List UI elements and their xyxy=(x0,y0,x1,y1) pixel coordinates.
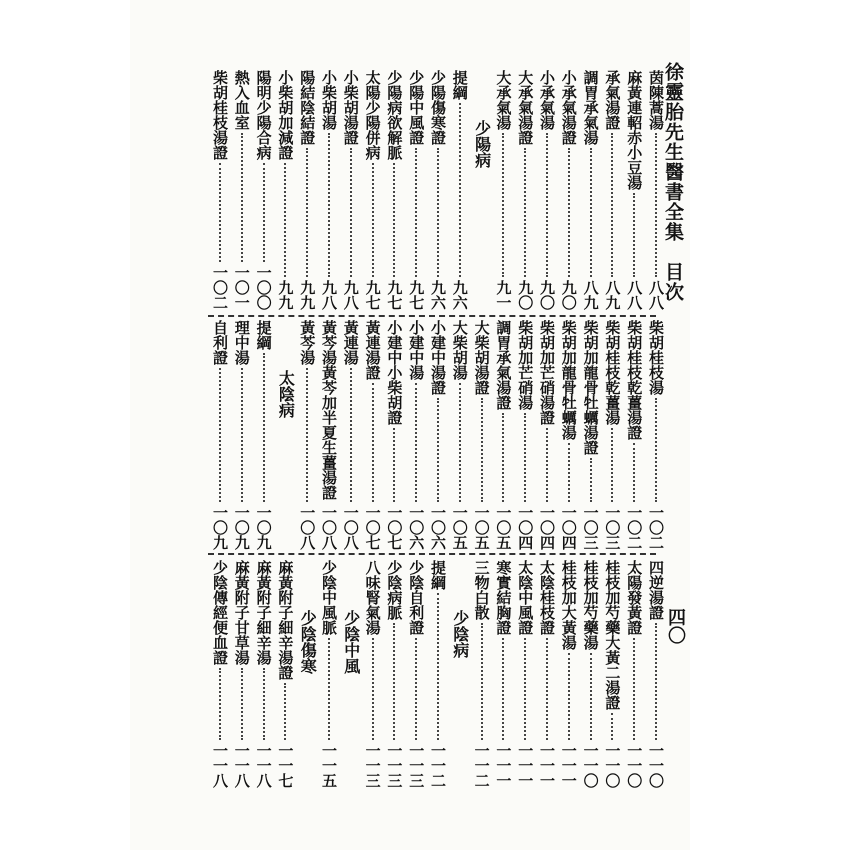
entry-title: 太陰中風證 xyxy=(516,560,535,635)
dot-leader xyxy=(241,133,246,262)
entry-title: 柴胡加芒硝湯證 xyxy=(538,320,556,425)
heading-title: 少陰傷寒 xyxy=(298,610,318,674)
dot-leader xyxy=(372,383,377,502)
dot-leader xyxy=(568,653,573,740)
entry-title: 麻黃附子甘草湯 xyxy=(232,560,251,665)
dot-leader xyxy=(655,623,660,740)
heading-title: 少陰病 xyxy=(450,610,470,658)
toc-entry xyxy=(321,320,338,550)
toc-entry xyxy=(648,70,665,310)
entry-title: 自利證 xyxy=(211,320,229,365)
dot-leader xyxy=(306,368,311,502)
entry-page-number: 九七 xyxy=(407,280,426,310)
entry-page-number: 一一一 xyxy=(538,743,556,788)
entry-title: 柴胡桂枝乾薑湯 xyxy=(603,320,622,425)
entry-title: 提綱 xyxy=(429,560,447,590)
entry-page-number: 一〇〇 xyxy=(254,265,273,310)
entry-page-number: 一〇一 xyxy=(232,265,251,310)
dot-leader xyxy=(372,638,377,740)
entry-page-number: 一〇六 xyxy=(429,505,447,550)
entry-title: 黃連湯證 xyxy=(363,320,382,380)
toc-entry xyxy=(539,320,556,550)
entry-title: 茵陳蒿湯 xyxy=(647,70,665,130)
entry-page-number: 一〇七 xyxy=(385,505,404,550)
entry-title: 麻黃附子細辛湯 xyxy=(254,560,273,665)
toc-entry xyxy=(648,320,665,550)
entry-page-number: 一一〇 xyxy=(625,743,644,788)
entry-title: 黃芩湯 xyxy=(298,320,317,365)
entry-page-number: 一〇五 xyxy=(450,505,469,550)
entry-title: 少陰自利證 xyxy=(407,560,426,635)
dot-leader xyxy=(524,413,529,502)
entry-page-number: 一一一 xyxy=(516,743,535,788)
toc-entry xyxy=(343,320,360,550)
toc-entry xyxy=(517,320,534,550)
entry-title: 調胃承氣湯證 xyxy=(494,320,513,410)
entry-page-number: 一一八 xyxy=(254,743,273,788)
entry-page-number: 一一七 xyxy=(276,743,295,788)
entry-page-number: 一〇七 xyxy=(363,505,382,550)
toc-entry xyxy=(626,320,643,550)
toc-entry xyxy=(386,320,403,550)
dot-leader xyxy=(546,133,551,277)
entry-page-number: 八八 xyxy=(625,280,644,310)
toc-entry xyxy=(277,70,294,310)
entry-page-number: 一一〇 xyxy=(581,743,600,788)
toc-entry xyxy=(583,320,600,550)
entry-title: 四逆湯證 xyxy=(647,560,665,620)
heading-title: 少陰中風 xyxy=(341,610,361,674)
toc-heading xyxy=(299,560,316,788)
entry-title: 大承氣湯 xyxy=(494,70,513,130)
entry-title: 柴胡加芒硝湯 xyxy=(516,320,535,410)
entry-page-number: 一一二 xyxy=(472,743,491,788)
entry-page-number: 一〇六 xyxy=(407,505,426,550)
toc-entry xyxy=(321,70,338,310)
dot-leader xyxy=(459,383,464,502)
toc-entry xyxy=(408,70,425,310)
toc-entry xyxy=(386,560,403,788)
dot-leader xyxy=(263,353,268,502)
dot-leader xyxy=(415,383,420,502)
dot-leader xyxy=(393,163,398,277)
entry-title: 小承氣湯證 xyxy=(559,70,578,145)
dot-leader xyxy=(393,428,398,502)
entry-title: 熱入血室 xyxy=(232,70,251,130)
dot-leader xyxy=(502,413,507,502)
toc-entry xyxy=(212,320,229,550)
toc-entry xyxy=(234,560,251,788)
toc-entry xyxy=(517,560,534,788)
entry-title: 寒實結胸證 xyxy=(494,560,513,635)
entry-page-number: 九一 xyxy=(494,280,513,310)
toc-entry xyxy=(408,560,425,788)
toc-entry xyxy=(561,320,578,550)
dot-leader xyxy=(263,163,268,262)
toc-entry xyxy=(212,560,229,788)
toc-entry xyxy=(495,560,512,788)
toc-entry xyxy=(408,320,425,550)
toc-entry xyxy=(539,560,556,788)
toc-entry xyxy=(583,560,600,788)
heading-title: 太陰病 xyxy=(276,370,296,418)
entry-page-number: 一〇五 xyxy=(472,505,491,550)
entry-title: 少陰病脈 xyxy=(385,560,404,620)
entry-title: 柴胡桂枝湯 xyxy=(647,320,665,395)
toc-entry xyxy=(474,560,491,788)
toc-entry xyxy=(604,560,621,788)
entry-page-number: 一〇四 xyxy=(538,505,556,550)
entry-page-number: 一一三 xyxy=(407,743,426,788)
dot-leader xyxy=(524,638,529,740)
entry-title: 柴胡桂枝湯證 xyxy=(211,70,229,160)
entry-title: 太陰桂枝證 xyxy=(538,560,556,635)
entry-page-number: 一一一 xyxy=(559,743,578,788)
dot-leader xyxy=(633,193,638,277)
entry-title: 大柴胡湯 xyxy=(450,320,469,380)
dot-leader xyxy=(437,593,442,740)
entry-page-number: 九七 xyxy=(363,280,382,310)
dot-leader xyxy=(611,428,616,502)
dot-leader xyxy=(481,623,486,740)
toc-entry xyxy=(583,70,600,310)
dot-leader xyxy=(502,638,507,740)
toc-entry xyxy=(321,560,338,788)
entry-title: 小建中湯證 xyxy=(429,320,447,395)
toc-entry xyxy=(539,70,556,310)
dot-leader xyxy=(219,368,224,502)
entry-page-number: 九〇 xyxy=(516,280,535,310)
toc-heading xyxy=(343,560,360,788)
toc-entry xyxy=(626,70,643,310)
entry-title: 小柴胡加減證 xyxy=(276,70,295,160)
entry-page-number: 一〇九 xyxy=(232,505,251,550)
entry-page-number: 一一〇 xyxy=(647,743,665,788)
entry-title: 太陽少陽併病 xyxy=(363,70,382,160)
entry-page-number: 一一八 xyxy=(211,743,229,788)
toc-entry xyxy=(648,560,665,788)
entry-title: 麻黃連軺赤小豆湯 xyxy=(625,70,644,190)
dot-leader xyxy=(306,148,311,277)
dot-leader xyxy=(546,428,551,502)
toc-entry xyxy=(495,320,512,550)
entry-page-number: 一〇四 xyxy=(516,505,535,550)
entry-title: 少陽中風證 xyxy=(407,70,426,145)
entry-title: 八味腎氣湯 xyxy=(363,560,382,635)
dot-leader xyxy=(241,668,246,740)
dot-leader xyxy=(350,368,355,502)
toc-entry xyxy=(430,560,447,788)
entry-page-number: 一〇八 xyxy=(320,505,338,550)
dot-leader xyxy=(481,398,486,502)
entry-page-number: 一一三 xyxy=(385,743,404,788)
toc-entry xyxy=(561,560,578,788)
dot-leader xyxy=(524,148,529,277)
dot-leader xyxy=(590,148,595,277)
toc-entry xyxy=(212,70,229,310)
dot-leader xyxy=(502,133,507,277)
dot-leader xyxy=(328,638,333,740)
toc-entry xyxy=(474,320,491,550)
entry-title: 桂枝加芍藥大黃二湯證 xyxy=(603,560,622,710)
entry-page-number: 八九 xyxy=(603,280,622,310)
toc-entry xyxy=(256,320,273,550)
entry-title: 陽結陰結證 xyxy=(298,70,317,145)
entry-page-number: 一〇二 xyxy=(211,265,229,310)
toc-entry xyxy=(604,70,621,310)
toc-entry xyxy=(256,560,273,788)
toc-entry xyxy=(495,70,512,310)
dot-leader xyxy=(546,638,551,740)
page-number: 四〇 xyxy=(665,608,686,644)
toc-entry xyxy=(234,70,251,310)
entry-page-number: 九六 xyxy=(450,280,469,310)
entry-title: 太陽發黃證 xyxy=(625,560,644,635)
entry-page-number: 一〇八 xyxy=(341,505,360,550)
entry-page-number: 一〇二 xyxy=(625,505,644,550)
entry-page-number: 一一一 xyxy=(494,743,513,788)
entry-page-number: 一〇四 xyxy=(559,505,578,550)
entry-page-number: 一一五 xyxy=(320,743,338,788)
entry-title: 柴胡加龍骨牡蠣湯證 xyxy=(581,320,600,455)
dot-leader xyxy=(611,133,616,277)
entry-title: 少陰傳經便血證 xyxy=(211,560,229,665)
entry-page-number: 一一〇 xyxy=(603,743,622,788)
dot-leader xyxy=(568,148,573,277)
dot-leader xyxy=(459,103,464,277)
entry-page-number: 九八 xyxy=(341,280,360,310)
entry-page-number: 八八 xyxy=(647,280,665,310)
entry-title: 調胃承氣湯 xyxy=(581,70,600,145)
entry-title: 承氣湯證 xyxy=(603,70,622,130)
entry-title: 麻黃附子細辛湯證 xyxy=(276,560,295,680)
entry-page-number: 一〇三 xyxy=(581,505,600,550)
dot-leader xyxy=(263,668,268,740)
toc-entry xyxy=(234,320,251,550)
toc-entry xyxy=(256,70,273,310)
toc-entry xyxy=(277,560,294,788)
entry-page-number: 一〇九 xyxy=(254,505,273,550)
dot-leader xyxy=(633,443,638,502)
entry-title: 小柴胡湯證 xyxy=(341,70,360,145)
dot-leader xyxy=(284,163,289,277)
dot-leader xyxy=(655,398,660,502)
dot-leader xyxy=(437,398,442,502)
dot-leader xyxy=(241,368,246,502)
dot-leader xyxy=(219,163,224,262)
toc-heading xyxy=(474,70,491,310)
entry-title: 大柴胡湯證 xyxy=(472,320,491,395)
entry-page-number: 九〇 xyxy=(559,280,578,310)
running-head: 徐靈胎先生醫書全集 目次 xyxy=(662,62,684,302)
entry-title: 柴胡加龍骨牡蠣湯 xyxy=(559,320,578,440)
dot-leader xyxy=(372,163,377,277)
toc-entry xyxy=(561,70,578,310)
entry-page-number: 一一八 xyxy=(232,743,251,788)
toc-section-middle xyxy=(0,320,850,550)
toc-section-bottom xyxy=(0,560,850,788)
entry-page-number: 一〇五 xyxy=(494,505,513,550)
dot-leader xyxy=(415,638,420,740)
toc-entry xyxy=(517,70,534,310)
entry-page-number: 一〇三 xyxy=(603,505,622,550)
section-divider xyxy=(208,553,656,555)
dot-leader xyxy=(219,668,224,740)
toc-entry xyxy=(452,70,469,310)
toc-entry xyxy=(299,70,316,310)
entry-title: 提綱 xyxy=(254,320,273,350)
entry-page-number: 九七 xyxy=(385,280,404,310)
toc-heading xyxy=(452,560,469,788)
entry-title: 黃連湯 xyxy=(341,320,360,365)
entry-title: 小建中湯 xyxy=(407,320,426,380)
entry-title: 三物白散 xyxy=(472,560,491,620)
dot-leader xyxy=(350,148,355,277)
entry-title: 少陰中風脈 xyxy=(320,560,338,635)
entry-title: 小柴胡湯 xyxy=(320,70,338,130)
dot-leader xyxy=(590,458,595,502)
dot-leader xyxy=(284,683,289,740)
toc-entry xyxy=(365,320,382,550)
entry-page-number: 一〇九 xyxy=(211,505,229,550)
toc-entry xyxy=(452,320,469,550)
toc-entry xyxy=(430,70,447,310)
dot-leader xyxy=(633,638,638,740)
dot-leader xyxy=(437,148,442,277)
toc-section-top xyxy=(0,70,850,310)
entry-page-number: 九九 xyxy=(298,280,317,310)
dot-leader xyxy=(393,623,398,740)
dot-leader xyxy=(655,133,660,277)
section-divider xyxy=(208,315,656,317)
entry-title: 小承氣湯 xyxy=(538,70,556,130)
toc-entry xyxy=(365,70,382,310)
entry-page-number: 一一二 xyxy=(429,743,447,788)
dot-leader xyxy=(415,148,420,277)
entry-page-number: 九〇 xyxy=(538,280,556,310)
entry-title: 小建中小柴胡證 xyxy=(385,320,404,425)
entry-page-number: 一〇八 xyxy=(298,505,317,550)
entry-title: 黃芩湯黃芩加半夏生薑湯證 xyxy=(320,320,338,500)
entry-page-number: 九九 xyxy=(276,280,295,310)
toc-entry xyxy=(626,560,643,788)
toc-entry xyxy=(299,320,316,550)
entry-title: 少陽傷寒證 xyxy=(429,70,447,145)
entry-page-number: 一〇二 xyxy=(647,505,665,550)
entry-title: 桂枝加芍藥湯 xyxy=(581,560,600,650)
toc-entry xyxy=(604,320,621,550)
entry-title: 提綱 xyxy=(450,70,469,100)
toc-entry xyxy=(343,70,360,310)
toc-entry xyxy=(430,320,447,550)
dot-leader xyxy=(328,133,333,277)
entry-page-number: 九八 xyxy=(320,280,338,310)
dot-leader xyxy=(611,713,616,740)
entry-title: 理中湯 xyxy=(232,320,251,365)
toc-entry xyxy=(386,70,403,310)
entry-page-number: 八九 xyxy=(581,280,600,310)
entry-title: 少陽病欲解脈 xyxy=(385,70,404,160)
entry-title: 大承氣湯證 xyxy=(516,70,535,145)
heading-title: 少陽病 xyxy=(472,120,492,168)
dot-leader xyxy=(568,443,573,502)
dot-leader xyxy=(590,653,595,740)
entry-page-number: 九六 xyxy=(429,280,447,310)
entry-title: 桂枝加大黃湯 xyxy=(559,560,578,650)
entry-title: 柴胡桂枝乾薑湯證 xyxy=(625,320,644,440)
toc-heading xyxy=(277,320,294,550)
toc-entry xyxy=(365,560,382,788)
entry-page-number: 一一三 xyxy=(363,743,382,788)
entry-title: 陽明少陽合病 xyxy=(254,70,273,160)
